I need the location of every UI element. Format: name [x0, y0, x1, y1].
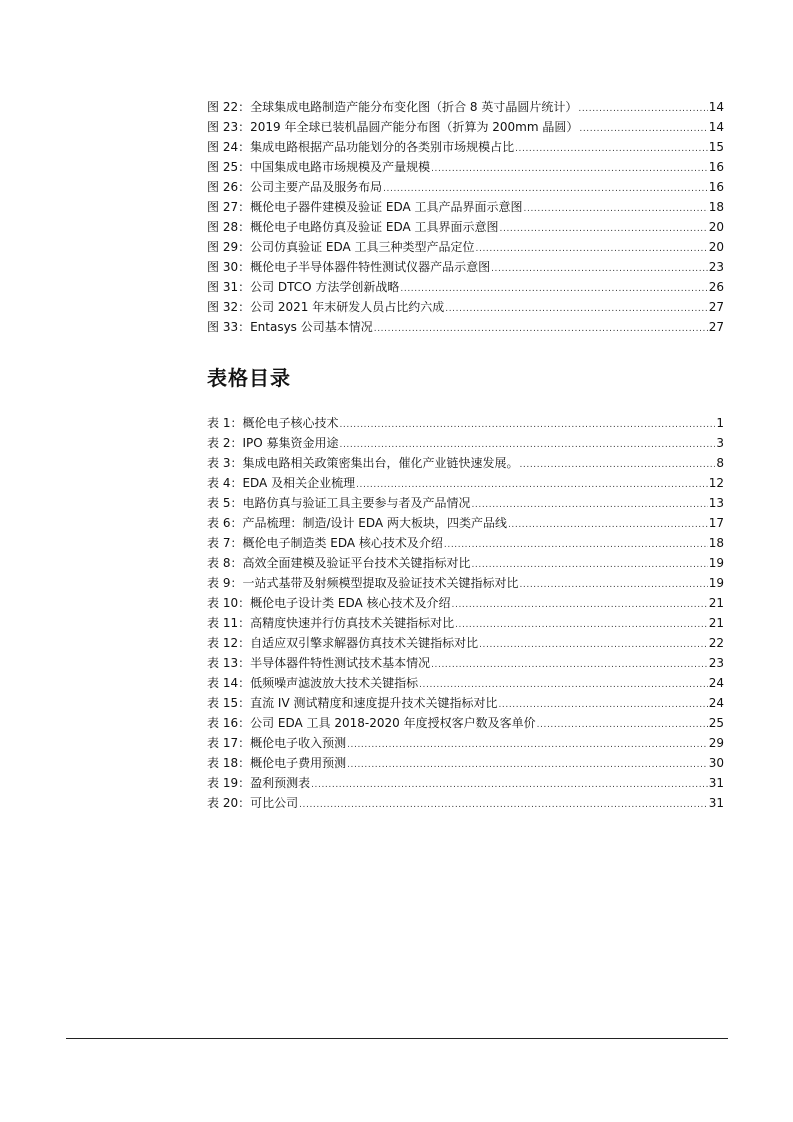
toc-entry-table[interactable] — [207, 773, 724, 793]
toc-entry-figure[interactable] — [207, 257, 724, 277]
toc-entry-page: 24 — [708, 676, 724, 690]
toc-entry-label: 表 13：半导体器件特性测试技术基本情况 — [207, 656, 431, 670]
figure-list — [207, 97, 724, 337]
dot-leader — [452, 595, 708, 615]
toc-entry-page: 27 — [708, 300, 724, 314]
toc-entry-page: 21 — [708, 616, 724, 630]
toc-entry-label: 图 31：公司 DTCO 方法学创新战略 — [207, 280, 400, 294]
toc-entry-page: 22 — [708, 636, 724, 650]
dot-leader — [579, 119, 707, 139]
toc-entry-table[interactable] — [207, 753, 724, 773]
toc-entry-page: 1 — [716, 416, 724, 430]
dot-leader — [519, 575, 707, 595]
toc-entry-label: 表 5：电路仿真与验证工具主要参与者及产品情况 — [207, 496, 471, 510]
toc-entry-page: 17 — [708, 516, 724, 530]
toc-entry-figure[interactable] — [207, 137, 724, 157]
dot-leader — [537, 715, 708, 735]
dot-leader — [515, 139, 708, 159]
dot-leader — [347, 735, 708, 755]
dot-leader — [419, 675, 708, 695]
toc-entry-label: 表 4：EDA 及相关企业梳理 — [207, 476, 356, 490]
toc-entry-label: 表 20：可比公司 — [207, 796, 299, 810]
toc-entry-label: 表 7：概伦电子制造类 EDA 核心技术及介绍 — [207, 536, 443, 550]
toc-entry-table[interactable] — [207, 553, 724, 573]
toc-entry-figure[interactable] — [207, 297, 724, 317]
toc-entry-page: 27 — [708, 320, 724, 334]
toc-entry-page: 14 — [708, 100, 724, 114]
toc-entry-table[interactable] — [207, 793, 724, 813]
toc-entry-page: 18 — [708, 200, 724, 214]
toc-entry-page: 13 — [708, 496, 724, 510]
toc-entry-label: 表 8：高效全面建模及验证平台技术关键指标对比 — [207, 556, 471, 570]
toc-entry-table[interactable] — [207, 413, 724, 433]
dot-leader — [471, 555, 707, 575]
toc-entry-page: 8 — [716, 456, 724, 470]
toc-entry-label: 图 26：公司主要产品及服务布局 — [207, 180, 383, 194]
dot-leader — [374, 319, 708, 339]
toc-entry-table[interactable] — [207, 693, 724, 713]
toc-entry-page: 20 — [708, 220, 724, 234]
toc-entry-page: 15 — [708, 140, 724, 154]
toc-entry-figure[interactable] — [207, 157, 724, 177]
dot-leader — [400, 279, 707, 299]
toc-entry-page: 24 — [708, 696, 724, 710]
toc-entry-table[interactable] — [207, 493, 724, 513]
toc-entry-page: 12 — [708, 476, 724, 490]
toc-entry-label: 表 2：IPO 募集资金用途 — [207, 436, 339, 450]
toc-entry-table[interactable] — [207, 433, 724, 453]
dot-leader — [471, 495, 707, 515]
toc-entry-label: 图 33：Entasys 公司基本情况 — [207, 320, 373, 334]
footer-divider — [66, 1038, 728, 1039]
dot-leader — [455, 615, 708, 635]
dot-leader — [431, 655, 708, 675]
toc-entry-label: 表 12：自适应双引擎求解器仿真技术关键指标对比 — [207, 636, 479, 650]
dot-leader — [498, 695, 707, 715]
toc-entry-page: 23 — [708, 260, 724, 274]
toc-entry-table[interactable] — [207, 613, 724, 633]
toc-entry-label: 表 9：一站式基带及射频模型提取及验证技术关键指标对比 — [207, 576, 519, 590]
toc-entry-page: 19 — [708, 556, 724, 570]
toc-entry-table[interactable] — [207, 633, 724, 653]
toc-entry-label: 表 11：高精度快速并行仿真技术关键指标对比 — [207, 616, 455, 630]
toc-entry-figure[interactable] — [207, 277, 724, 297]
toc-entry-page: 31 — [708, 776, 724, 790]
toc-entry-table[interactable] — [207, 593, 724, 613]
toc-entry-label: 图 24：集成电路根据产品功能划分的各类别市场规模占比 — [207, 140, 515, 154]
toc-entry-label: 表 15：直流 IV 测试精度和速度提升技术关键指标对比 — [207, 696, 498, 710]
dot-leader — [444, 535, 708, 555]
toc-entry-table[interactable] — [207, 573, 724, 593]
toc-entry-label: 表 10：概伦电子设计类 EDA 核心技术及介绍 — [207, 596, 451, 610]
toc-entry-table[interactable] — [207, 513, 724, 533]
toc-entry-page: 18 — [708, 536, 724, 550]
toc-entry-figure[interactable] — [207, 177, 724, 197]
toc-entry-figure[interactable] — [207, 217, 724, 237]
dot-leader — [500, 219, 708, 239]
toc-entry-table[interactable] — [207, 713, 724, 733]
toc-entry-label: 表 6：产品梳理：制造/设计 EDA 两大板块，四类产品线 — [207, 516, 507, 530]
toc-entry-page: 20 — [708, 240, 724, 254]
toc-entry-page: 3 — [716, 436, 724, 450]
toc-entry-table[interactable] — [207, 453, 724, 473]
toc-entry-label: 表 19：盈利预测表 — [207, 776, 311, 790]
toc-entry-page: 29 — [708, 736, 724, 750]
toc-entry-label: 图 32：公司 2021 年末研发人员占比约六成 — [207, 300, 445, 314]
toc-entry-table[interactable] — [207, 653, 724, 673]
dot-leader — [479, 635, 708, 655]
toc-entry-label: 表 3：集成电路相关政策密集出台，催化产业链快速发展。 — [207, 456, 519, 470]
dot-leader — [383, 179, 708, 199]
dot-leader — [508, 515, 708, 535]
toc-entry-label: 图 29：公司仿真验证 EDA 工具三种类型产品定位 — [207, 240, 475, 254]
toc-entry-page: 19 — [708, 576, 724, 590]
toc-entry-page: 31 — [708, 796, 724, 810]
dot-leader — [347, 755, 708, 775]
toc-entry-label: 图 28：概伦电子电路仿真及验证 EDA 工具界面示意图 — [207, 220, 499, 234]
dot-leader — [339, 415, 715, 435]
dot-leader — [356, 475, 708, 495]
toc-entry-page: 26 — [708, 280, 724, 294]
toc-entry-figure[interactable] — [207, 237, 724, 257]
toc-entry-table[interactable] — [207, 473, 724, 493]
toc-entry-label: 表 14：低频噪声滤波放大技术关键指标 — [207, 676, 419, 690]
toc-entry-label: 表 17：概伦电子收入预测 — [207, 736, 347, 750]
toc-entry-table[interactable] — [207, 533, 724, 553]
dot-leader — [445, 299, 707, 319]
dot-leader — [491, 259, 708, 279]
toc-entry-figure[interactable] — [207, 117, 724, 137]
dot-leader — [476, 239, 708, 259]
toc-entry-label: 图 30：概伦电子半导体器件特性测试仪器产品示意图 — [207, 260, 491, 274]
toc-entry-page: 23 — [708, 656, 724, 670]
dot-leader — [578, 99, 707, 119]
toc-entry-label: 表 18：概伦电子费用预测 — [207, 756, 347, 770]
toc-entry-page: 25 — [708, 716, 724, 730]
dot-leader — [519, 455, 715, 475]
toc-entry-page: 21 — [708, 596, 724, 610]
dot-leader — [524, 199, 708, 219]
dot-leader — [299, 795, 708, 815]
section-title-table-list: 表格目录 — [207, 366, 291, 390]
toc-entry-label: 表 1：概伦电子核心技术 — [207, 416, 339, 430]
toc-entry-figure[interactable] — [207, 197, 724, 217]
dot-leader — [340, 435, 716, 455]
table-list — [207, 413, 724, 813]
toc-entry-page: 16 — [708, 180, 724, 194]
toc-entry-table[interactable] — [207, 733, 724, 753]
toc-entry-figure[interactable] — [207, 317, 724, 337]
toc-entry-label: 图 25：中国集成电路市场规模及产量规模 — [207, 160, 431, 174]
toc-entry-label: 图 27：概伦电子器件建模及验证 EDA 工具产品界面示意图 — [207, 200, 523, 214]
toc-entry-page: 16 — [708, 160, 724, 174]
toc-entry-figure[interactable] — [207, 97, 724, 117]
toc-entry-page: 14 — [708, 120, 724, 134]
toc-entry-label: 图 23：2019 年全球已装机晶圆产能分布图（折算为 200mm 晶圆） — [207, 120, 579, 134]
toc-entry-table[interactable] — [207, 673, 724, 693]
toc-entry-label: 图 22：全球集成电路制造产能分布变化图（折合 8 英寸晶圆片统计） — [207, 100, 578, 114]
dot-leader — [431, 159, 708, 179]
toc-entry-label: 表 16：公司 EDA 工具 2018-2020 年度授权客户数及客单价 — [207, 716, 536, 730]
dot-leader — [311, 775, 708, 795]
toc-entry-page: 30 — [708, 756, 724, 770]
